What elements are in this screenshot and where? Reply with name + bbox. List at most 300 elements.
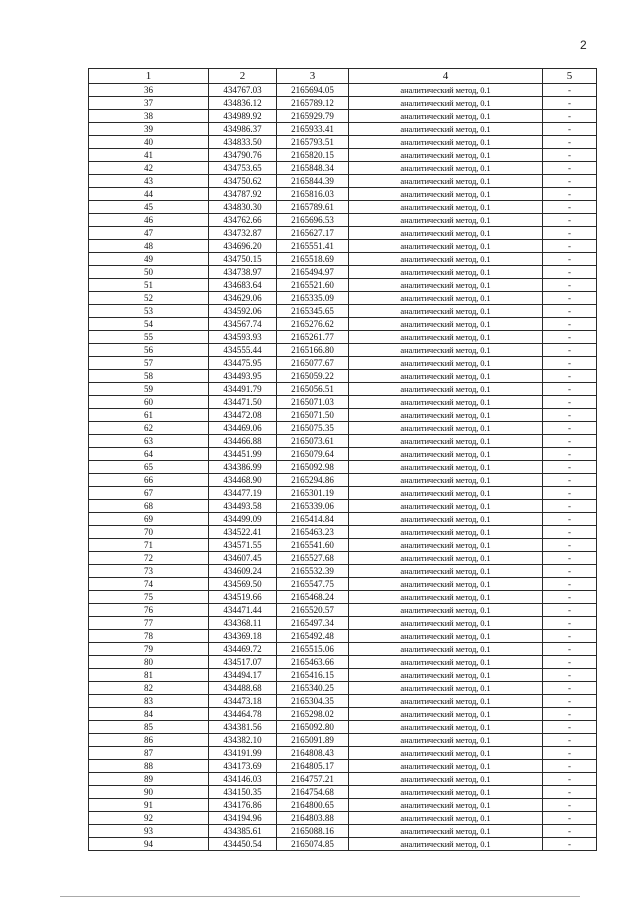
method-cell: аналитический метод, 0.1 bbox=[349, 396, 543, 409]
y-coordinate-cell: 2165071.03 bbox=[277, 396, 349, 409]
x-coordinate-cell: 434382.10 bbox=[209, 734, 277, 747]
method-cell: аналитический метод, 0.1 bbox=[349, 773, 543, 786]
note-cell: - bbox=[543, 552, 597, 565]
method-cell: аналитический метод, 0.1 bbox=[349, 162, 543, 175]
x-coordinate-cell: 434191.99 bbox=[209, 747, 277, 760]
x-coordinate-cell: 434494.17 bbox=[209, 669, 277, 682]
table-row bbox=[89, 565, 597, 578]
note-cell: - bbox=[543, 370, 597, 383]
x-coordinate-cell: 434468.90 bbox=[209, 474, 277, 487]
table-row bbox=[89, 409, 597, 422]
method-cell: аналитический метод, 0.1 bbox=[349, 695, 543, 708]
y-coordinate-cell: 2165551.41 bbox=[277, 240, 349, 253]
table-row bbox=[89, 526, 597, 539]
note-cell: - bbox=[543, 331, 597, 344]
method-cell: аналитический метод, 0.1 bbox=[349, 201, 543, 214]
method-cell: аналитический метод, 0.1 bbox=[349, 331, 543, 344]
point-number-cell: 71 bbox=[89, 539, 209, 552]
x-coordinate-cell: 434696.20 bbox=[209, 240, 277, 253]
y-coordinate-cell: 2165276.62 bbox=[277, 318, 349, 331]
y-coordinate-cell: 2165468.24 bbox=[277, 591, 349, 604]
x-coordinate-cell: 434767.03 bbox=[209, 84, 277, 97]
table-row bbox=[89, 461, 597, 474]
point-number-cell: 84 bbox=[89, 708, 209, 721]
note-cell: - bbox=[543, 318, 597, 331]
x-coordinate-cell: 434466.88 bbox=[209, 435, 277, 448]
y-coordinate-cell: 2165294.86 bbox=[277, 474, 349, 487]
x-coordinate-cell: 434451.99 bbox=[209, 448, 277, 461]
note-cell: - bbox=[543, 591, 597, 604]
table-row bbox=[89, 617, 597, 630]
y-coordinate-cell: 2165261.77 bbox=[277, 331, 349, 344]
x-coordinate-cell: 434683.64 bbox=[209, 279, 277, 292]
method-cell: аналитический метод, 0.1 bbox=[349, 422, 543, 435]
point-number-cell: 83 bbox=[89, 695, 209, 708]
x-coordinate-cell: 434629.06 bbox=[209, 292, 277, 305]
note-cell: - bbox=[543, 487, 597, 500]
x-coordinate-cell: 434522.41 bbox=[209, 526, 277, 539]
x-coordinate-cell: 434833.50 bbox=[209, 136, 277, 149]
point-number-cell: 54 bbox=[89, 318, 209, 331]
x-coordinate-cell: 434609.24 bbox=[209, 565, 277, 578]
y-coordinate-cell: 2165056.51 bbox=[277, 383, 349, 396]
note-cell: - bbox=[543, 474, 597, 487]
x-coordinate-cell: 434555.44 bbox=[209, 344, 277, 357]
point-number-cell: 57 bbox=[89, 357, 209, 370]
x-coordinate-cell: 434381.56 bbox=[209, 721, 277, 734]
table-row bbox=[89, 396, 597, 409]
table-row bbox=[89, 487, 597, 500]
method-cell: аналитический метод, 0.1 bbox=[349, 656, 543, 669]
y-coordinate-cell: 2165547.75 bbox=[277, 578, 349, 591]
table-row bbox=[89, 123, 597, 136]
x-coordinate-cell: 434385.61 bbox=[209, 825, 277, 838]
x-coordinate-cell: 434750.15 bbox=[209, 253, 277, 266]
method-cell: аналитический метод, 0.1 bbox=[349, 578, 543, 591]
y-coordinate-cell: 2165515.06 bbox=[277, 643, 349, 656]
page-number: 2 bbox=[580, 38, 587, 52]
point-number-cell: 52 bbox=[89, 292, 209, 305]
table-row bbox=[89, 201, 597, 214]
point-number-cell: 56 bbox=[89, 344, 209, 357]
point-number-cell: 64 bbox=[89, 448, 209, 461]
y-coordinate-cell: 2165166.80 bbox=[277, 344, 349, 357]
method-cell: аналитический метод, 0.1 bbox=[349, 344, 543, 357]
method-cell: аналитический метод, 0.1 bbox=[349, 188, 543, 201]
point-number-cell: 46 bbox=[89, 214, 209, 227]
table-row bbox=[89, 136, 597, 149]
table-row bbox=[89, 357, 597, 370]
note-cell: - bbox=[543, 734, 597, 747]
note-cell: - bbox=[543, 136, 597, 149]
point-number-cell: 66 bbox=[89, 474, 209, 487]
y-coordinate-cell: 2165298.02 bbox=[277, 708, 349, 721]
note-cell: - bbox=[543, 240, 597, 253]
y-coordinate-cell: 2165789.12 bbox=[277, 97, 349, 110]
y-coordinate-cell: 2165497.34 bbox=[277, 617, 349, 630]
y-coordinate-cell: 2165075.35 bbox=[277, 422, 349, 435]
method-cell: аналитический метод, 0.1 bbox=[349, 682, 543, 695]
table-row bbox=[89, 318, 597, 331]
y-coordinate-cell: 2165092.98 bbox=[277, 461, 349, 474]
method-cell: аналитический метод, 0.1 bbox=[349, 409, 543, 422]
x-coordinate-cell: 434473.18 bbox=[209, 695, 277, 708]
point-number-cell: 55 bbox=[89, 331, 209, 344]
method-cell: аналитический метод, 0.1 bbox=[349, 760, 543, 773]
method-cell: аналитический метод, 0.1 bbox=[349, 630, 543, 643]
y-coordinate-cell: 2165301.19 bbox=[277, 487, 349, 500]
x-coordinate-cell: 434593.93 bbox=[209, 331, 277, 344]
point-number-cell: 50 bbox=[89, 266, 209, 279]
table-row bbox=[89, 708, 597, 721]
method-cell: аналитический метод, 0.1 bbox=[349, 669, 543, 682]
x-coordinate-cell: 434477.19 bbox=[209, 487, 277, 500]
note-cell: - bbox=[543, 838, 597, 851]
x-coordinate-cell: 434519.66 bbox=[209, 591, 277, 604]
point-number-cell: 62 bbox=[89, 422, 209, 435]
point-number-cell: 39 bbox=[89, 123, 209, 136]
method-cell: аналитический метод, 0.1 bbox=[349, 591, 543, 604]
note-cell: - bbox=[543, 201, 597, 214]
y-coordinate-cell: 2165793.51 bbox=[277, 136, 349, 149]
y-coordinate-cell: 2164803.88 bbox=[277, 812, 349, 825]
point-number-cell: 78 bbox=[89, 630, 209, 643]
method-cell: аналитический метод, 0.1 bbox=[349, 461, 543, 474]
method-cell: аналитический метод, 0.1 bbox=[349, 747, 543, 760]
note-cell: - bbox=[543, 253, 597, 266]
point-number-cell: 41 bbox=[89, 149, 209, 162]
method-cell: аналитический метод, 0.1 bbox=[349, 448, 543, 461]
x-coordinate-cell: 434571.55 bbox=[209, 539, 277, 552]
note-cell: - bbox=[543, 383, 597, 396]
note-cell: - bbox=[543, 175, 597, 188]
y-coordinate-cell: 2165844.39 bbox=[277, 175, 349, 188]
table-row bbox=[89, 435, 597, 448]
table-row bbox=[89, 825, 597, 838]
point-number-cell: 72 bbox=[89, 552, 209, 565]
point-number-cell: 82 bbox=[89, 682, 209, 695]
x-coordinate-cell: 434369.18 bbox=[209, 630, 277, 643]
table-row bbox=[89, 448, 597, 461]
point-number-cell: 42 bbox=[89, 162, 209, 175]
note-cell: - bbox=[543, 669, 597, 682]
point-number-cell: 76 bbox=[89, 604, 209, 617]
note-cell: - bbox=[543, 110, 597, 123]
y-coordinate-cell: 2165848.34 bbox=[277, 162, 349, 175]
point-number-cell: 80 bbox=[89, 656, 209, 669]
note-cell: - bbox=[543, 786, 597, 799]
method-cell: аналитический метод, 0.1 bbox=[349, 370, 543, 383]
table-row bbox=[89, 604, 597, 617]
note-cell: - bbox=[543, 123, 597, 136]
table-row bbox=[89, 643, 597, 656]
point-number-cell: 75 bbox=[89, 591, 209, 604]
y-coordinate-cell: 2165092.80 bbox=[277, 721, 349, 734]
method-cell: аналитический метод, 0.1 bbox=[349, 305, 543, 318]
note-cell: - bbox=[543, 565, 597, 578]
table-row bbox=[89, 799, 597, 812]
x-coordinate-cell: 434173.69 bbox=[209, 760, 277, 773]
method-cell: аналитический метод, 0.1 bbox=[349, 552, 543, 565]
table-row bbox=[89, 513, 597, 526]
x-coordinate-cell: 434790.76 bbox=[209, 149, 277, 162]
x-coordinate-cell: 434762.66 bbox=[209, 214, 277, 227]
method-cell: аналитический метод, 0.1 bbox=[349, 383, 543, 396]
method-cell: аналитический метод, 0.1 bbox=[349, 487, 543, 500]
point-number-cell: 91 bbox=[89, 799, 209, 812]
y-coordinate-cell: 2165059.22 bbox=[277, 370, 349, 383]
method-cell: аналитический метод, 0.1 bbox=[349, 357, 543, 370]
note-cell: - bbox=[543, 422, 597, 435]
y-coordinate-cell: 2165463.66 bbox=[277, 656, 349, 669]
method-cell: аналитический метод, 0.1 bbox=[349, 721, 543, 734]
column-header-1: 1 bbox=[89, 69, 209, 84]
point-number-cell: 65 bbox=[89, 461, 209, 474]
point-number-cell: 47 bbox=[89, 227, 209, 240]
table-row bbox=[89, 331, 597, 344]
y-coordinate-cell: 2165414.84 bbox=[277, 513, 349, 526]
x-coordinate-cell: 434569.50 bbox=[209, 578, 277, 591]
table-row bbox=[89, 227, 597, 240]
method-cell: аналитический метод, 0.1 bbox=[349, 110, 543, 123]
point-number-cell: 77 bbox=[89, 617, 209, 630]
point-number-cell: 38 bbox=[89, 110, 209, 123]
note-cell: - bbox=[543, 630, 597, 643]
method-cell: аналитический метод, 0.1 bbox=[349, 435, 543, 448]
x-coordinate-cell: 434368.11 bbox=[209, 617, 277, 630]
y-coordinate-cell: 2165789.61 bbox=[277, 201, 349, 214]
y-coordinate-cell: 2165541.60 bbox=[277, 539, 349, 552]
table-row bbox=[89, 344, 597, 357]
note-cell: - bbox=[543, 344, 597, 357]
y-coordinate-cell: 2164805.17 bbox=[277, 760, 349, 773]
note-cell: - bbox=[543, 539, 597, 552]
table-row bbox=[89, 383, 597, 396]
y-coordinate-cell: 2165929.79 bbox=[277, 110, 349, 123]
table-row bbox=[89, 253, 597, 266]
y-coordinate-cell: 2165073.61 bbox=[277, 435, 349, 448]
y-coordinate-cell: 2164757.21 bbox=[277, 773, 349, 786]
method-cell: аналитический метод, 0.1 bbox=[349, 240, 543, 253]
method-cell: аналитический метод, 0.1 bbox=[349, 214, 543, 227]
table-row bbox=[89, 214, 597, 227]
note-cell: - bbox=[543, 656, 597, 669]
y-coordinate-cell: 2165340.25 bbox=[277, 682, 349, 695]
point-number-cell: 88 bbox=[89, 760, 209, 773]
x-coordinate-cell: 434464.78 bbox=[209, 708, 277, 721]
method-cell: аналитический метод, 0.1 bbox=[349, 253, 543, 266]
method-cell: аналитический метод, 0.1 bbox=[349, 825, 543, 838]
point-number-cell: 36 bbox=[89, 84, 209, 97]
point-number-cell: 69 bbox=[89, 513, 209, 526]
table-row bbox=[89, 773, 597, 786]
point-number-cell: 61 bbox=[89, 409, 209, 422]
x-coordinate-cell: 434830.30 bbox=[209, 201, 277, 214]
method-cell: аналитический метод, 0.1 bbox=[349, 539, 543, 552]
method-cell: аналитический метод, 0.1 bbox=[349, 786, 543, 799]
point-number-cell: 63 bbox=[89, 435, 209, 448]
table-row bbox=[89, 240, 597, 253]
point-number-cell: 79 bbox=[89, 643, 209, 656]
column-header-3: 3 bbox=[277, 69, 349, 84]
x-coordinate-cell: 434469.06 bbox=[209, 422, 277, 435]
y-coordinate-cell: 2165304.35 bbox=[277, 695, 349, 708]
table-row bbox=[89, 812, 597, 825]
note-cell: - bbox=[543, 396, 597, 409]
column-header-2: 2 bbox=[209, 69, 277, 84]
x-coordinate-cell: 434493.58 bbox=[209, 500, 277, 513]
table-row bbox=[89, 370, 597, 383]
method-cell: аналитический метод, 0.1 bbox=[349, 84, 543, 97]
method-cell: аналитический метод, 0.1 bbox=[349, 318, 543, 331]
y-coordinate-cell: 2165079.64 bbox=[277, 448, 349, 461]
point-number-cell: 89 bbox=[89, 773, 209, 786]
y-coordinate-cell: 2165339.06 bbox=[277, 500, 349, 513]
note-cell: - bbox=[543, 695, 597, 708]
table-body bbox=[89, 84, 597, 851]
x-coordinate-cell: 434986.37 bbox=[209, 123, 277, 136]
note-cell: - bbox=[543, 97, 597, 110]
table-row bbox=[89, 695, 597, 708]
y-coordinate-cell: 2165820.15 bbox=[277, 149, 349, 162]
point-number-cell: 93 bbox=[89, 825, 209, 838]
method-cell: аналитический метод, 0.1 bbox=[349, 812, 543, 825]
y-coordinate-cell: 2165527.68 bbox=[277, 552, 349, 565]
note-cell: - bbox=[543, 149, 597, 162]
header-row bbox=[89, 69, 597, 84]
table-row bbox=[89, 149, 597, 162]
method-cell: аналитический метод, 0.1 bbox=[349, 565, 543, 578]
table-row bbox=[89, 474, 597, 487]
x-coordinate-cell: 434491.79 bbox=[209, 383, 277, 396]
y-coordinate-cell: 2165077.67 bbox=[277, 357, 349, 370]
table-row bbox=[89, 578, 597, 591]
point-number-cell: 51 bbox=[89, 279, 209, 292]
x-coordinate-cell: 434989.92 bbox=[209, 110, 277, 123]
note-cell: - bbox=[543, 708, 597, 721]
point-number-cell: 44 bbox=[89, 188, 209, 201]
method-cell: аналитический метод, 0.1 bbox=[349, 513, 543, 526]
note-cell: - bbox=[543, 435, 597, 448]
x-coordinate-cell: 434499.09 bbox=[209, 513, 277, 526]
table-row bbox=[89, 747, 597, 760]
point-number-cell: 87 bbox=[89, 747, 209, 760]
note-cell: - bbox=[543, 682, 597, 695]
note-cell: - bbox=[543, 292, 597, 305]
note-cell: - bbox=[543, 643, 597, 656]
note-cell: - bbox=[543, 825, 597, 838]
method-cell: аналитический метод, 0.1 bbox=[349, 97, 543, 110]
table-row bbox=[89, 175, 597, 188]
y-coordinate-cell: 2165463.23 bbox=[277, 526, 349, 539]
method-cell: аналитический метод, 0.1 bbox=[349, 799, 543, 812]
method-cell: аналитический метод, 0.1 bbox=[349, 227, 543, 240]
note-cell: - bbox=[543, 799, 597, 812]
column-header-4: 4 bbox=[349, 69, 543, 84]
point-number-cell: 68 bbox=[89, 500, 209, 513]
x-coordinate-cell: 434469.72 bbox=[209, 643, 277, 656]
x-coordinate-cell: 434488.68 bbox=[209, 682, 277, 695]
y-coordinate-cell: 2165696.53 bbox=[277, 214, 349, 227]
table-row bbox=[89, 279, 597, 292]
y-coordinate-cell: 2165494.97 bbox=[277, 266, 349, 279]
y-coordinate-cell: 2165521.60 bbox=[277, 279, 349, 292]
y-coordinate-cell: 2164808.43 bbox=[277, 747, 349, 760]
method-cell: аналитический метод, 0.1 bbox=[349, 149, 543, 162]
note-cell: - bbox=[543, 448, 597, 461]
y-coordinate-cell: 2165627.17 bbox=[277, 227, 349, 240]
point-number-cell: 40 bbox=[89, 136, 209, 149]
point-number-cell: 48 bbox=[89, 240, 209, 253]
x-coordinate-cell: 434738.97 bbox=[209, 266, 277, 279]
note-cell: - bbox=[543, 760, 597, 773]
point-number-cell: 81 bbox=[89, 669, 209, 682]
table-row bbox=[89, 162, 597, 175]
point-number-cell: 53 bbox=[89, 305, 209, 318]
method-cell: аналитический метод, 0.1 bbox=[349, 708, 543, 721]
point-number-cell: 45 bbox=[89, 201, 209, 214]
coordinates-table bbox=[88, 68, 597, 851]
note-cell: - bbox=[543, 409, 597, 422]
x-coordinate-cell: 434592.06 bbox=[209, 305, 277, 318]
method-cell: аналитический метод, 0.1 bbox=[349, 474, 543, 487]
note-cell: - bbox=[543, 188, 597, 201]
table-row bbox=[89, 721, 597, 734]
table-row bbox=[89, 305, 597, 318]
table-row bbox=[89, 266, 597, 279]
y-coordinate-cell: 2165933.41 bbox=[277, 123, 349, 136]
note-cell: - bbox=[543, 266, 597, 279]
y-coordinate-cell: 2165071.50 bbox=[277, 409, 349, 422]
x-coordinate-cell: 434493.95 bbox=[209, 370, 277, 383]
note-cell: - bbox=[543, 357, 597, 370]
y-coordinate-cell: 2165816.03 bbox=[277, 188, 349, 201]
x-coordinate-cell: 434146.03 bbox=[209, 773, 277, 786]
note-cell: - bbox=[543, 812, 597, 825]
x-coordinate-cell: 434732.87 bbox=[209, 227, 277, 240]
column-header-5: 5 bbox=[543, 69, 597, 84]
y-coordinate-cell: 2165694.05 bbox=[277, 84, 349, 97]
point-number-cell: 67 bbox=[89, 487, 209, 500]
y-coordinate-cell: 2165091.89 bbox=[277, 734, 349, 747]
point-number-cell: 73 bbox=[89, 565, 209, 578]
point-number-cell: 90 bbox=[89, 786, 209, 799]
method-cell: аналитический метод, 0.1 bbox=[349, 734, 543, 747]
y-coordinate-cell: 2165492.48 bbox=[277, 630, 349, 643]
note-cell: - bbox=[543, 227, 597, 240]
point-number-cell: 70 bbox=[89, 526, 209, 539]
x-coordinate-cell: 434475.95 bbox=[209, 357, 277, 370]
x-coordinate-cell: 434787.92 bbox=[209, 188, 277, 201]
method-cell: аналитический метод, 0.1 bbox=[349, 175, 543, 188]
y-coordinate-cell: 2165532.39 bbox=[277, 565, 349, 578]
note-cell: - bbox=[543, 461, 597, 474]
table-row bbox=[89, 552, 597, 565]
point-number-cell: 86 bbox=[89, 734, 209, 747]
x-coordinate-cell: 434607.45 bbox=[209, 552, 277, 565]
point-number-cell: 92 bbox=[89, 812, 209, 825]
note-cell: - bbox=[543, 747, 597, 760]
x-coordinate-cell: 434471.44 bbox=[209, 604, 277, 617]
method-cell: аналитический метод, 0.1 bbox=[349, 526, 543, 539]
method-cell: аналитический метод, 0.1 bbox=[349, 123, 543, 136]
note-cell: - bbox=[543, 279, 597, 292]
table-row bbox=[89, 292, 597, 305]
table-row bbox=[89, 422, 597, 435]
y-coordinate-cell: 2165074.85 bbox=[277, 838, 349, 851]
method-cell: аналитический метод, 0.1 bbox=[349, 266, 543, 279]
y-coordinate-cell: 2165335.09 bbox=[277, 292, 349, 305]
